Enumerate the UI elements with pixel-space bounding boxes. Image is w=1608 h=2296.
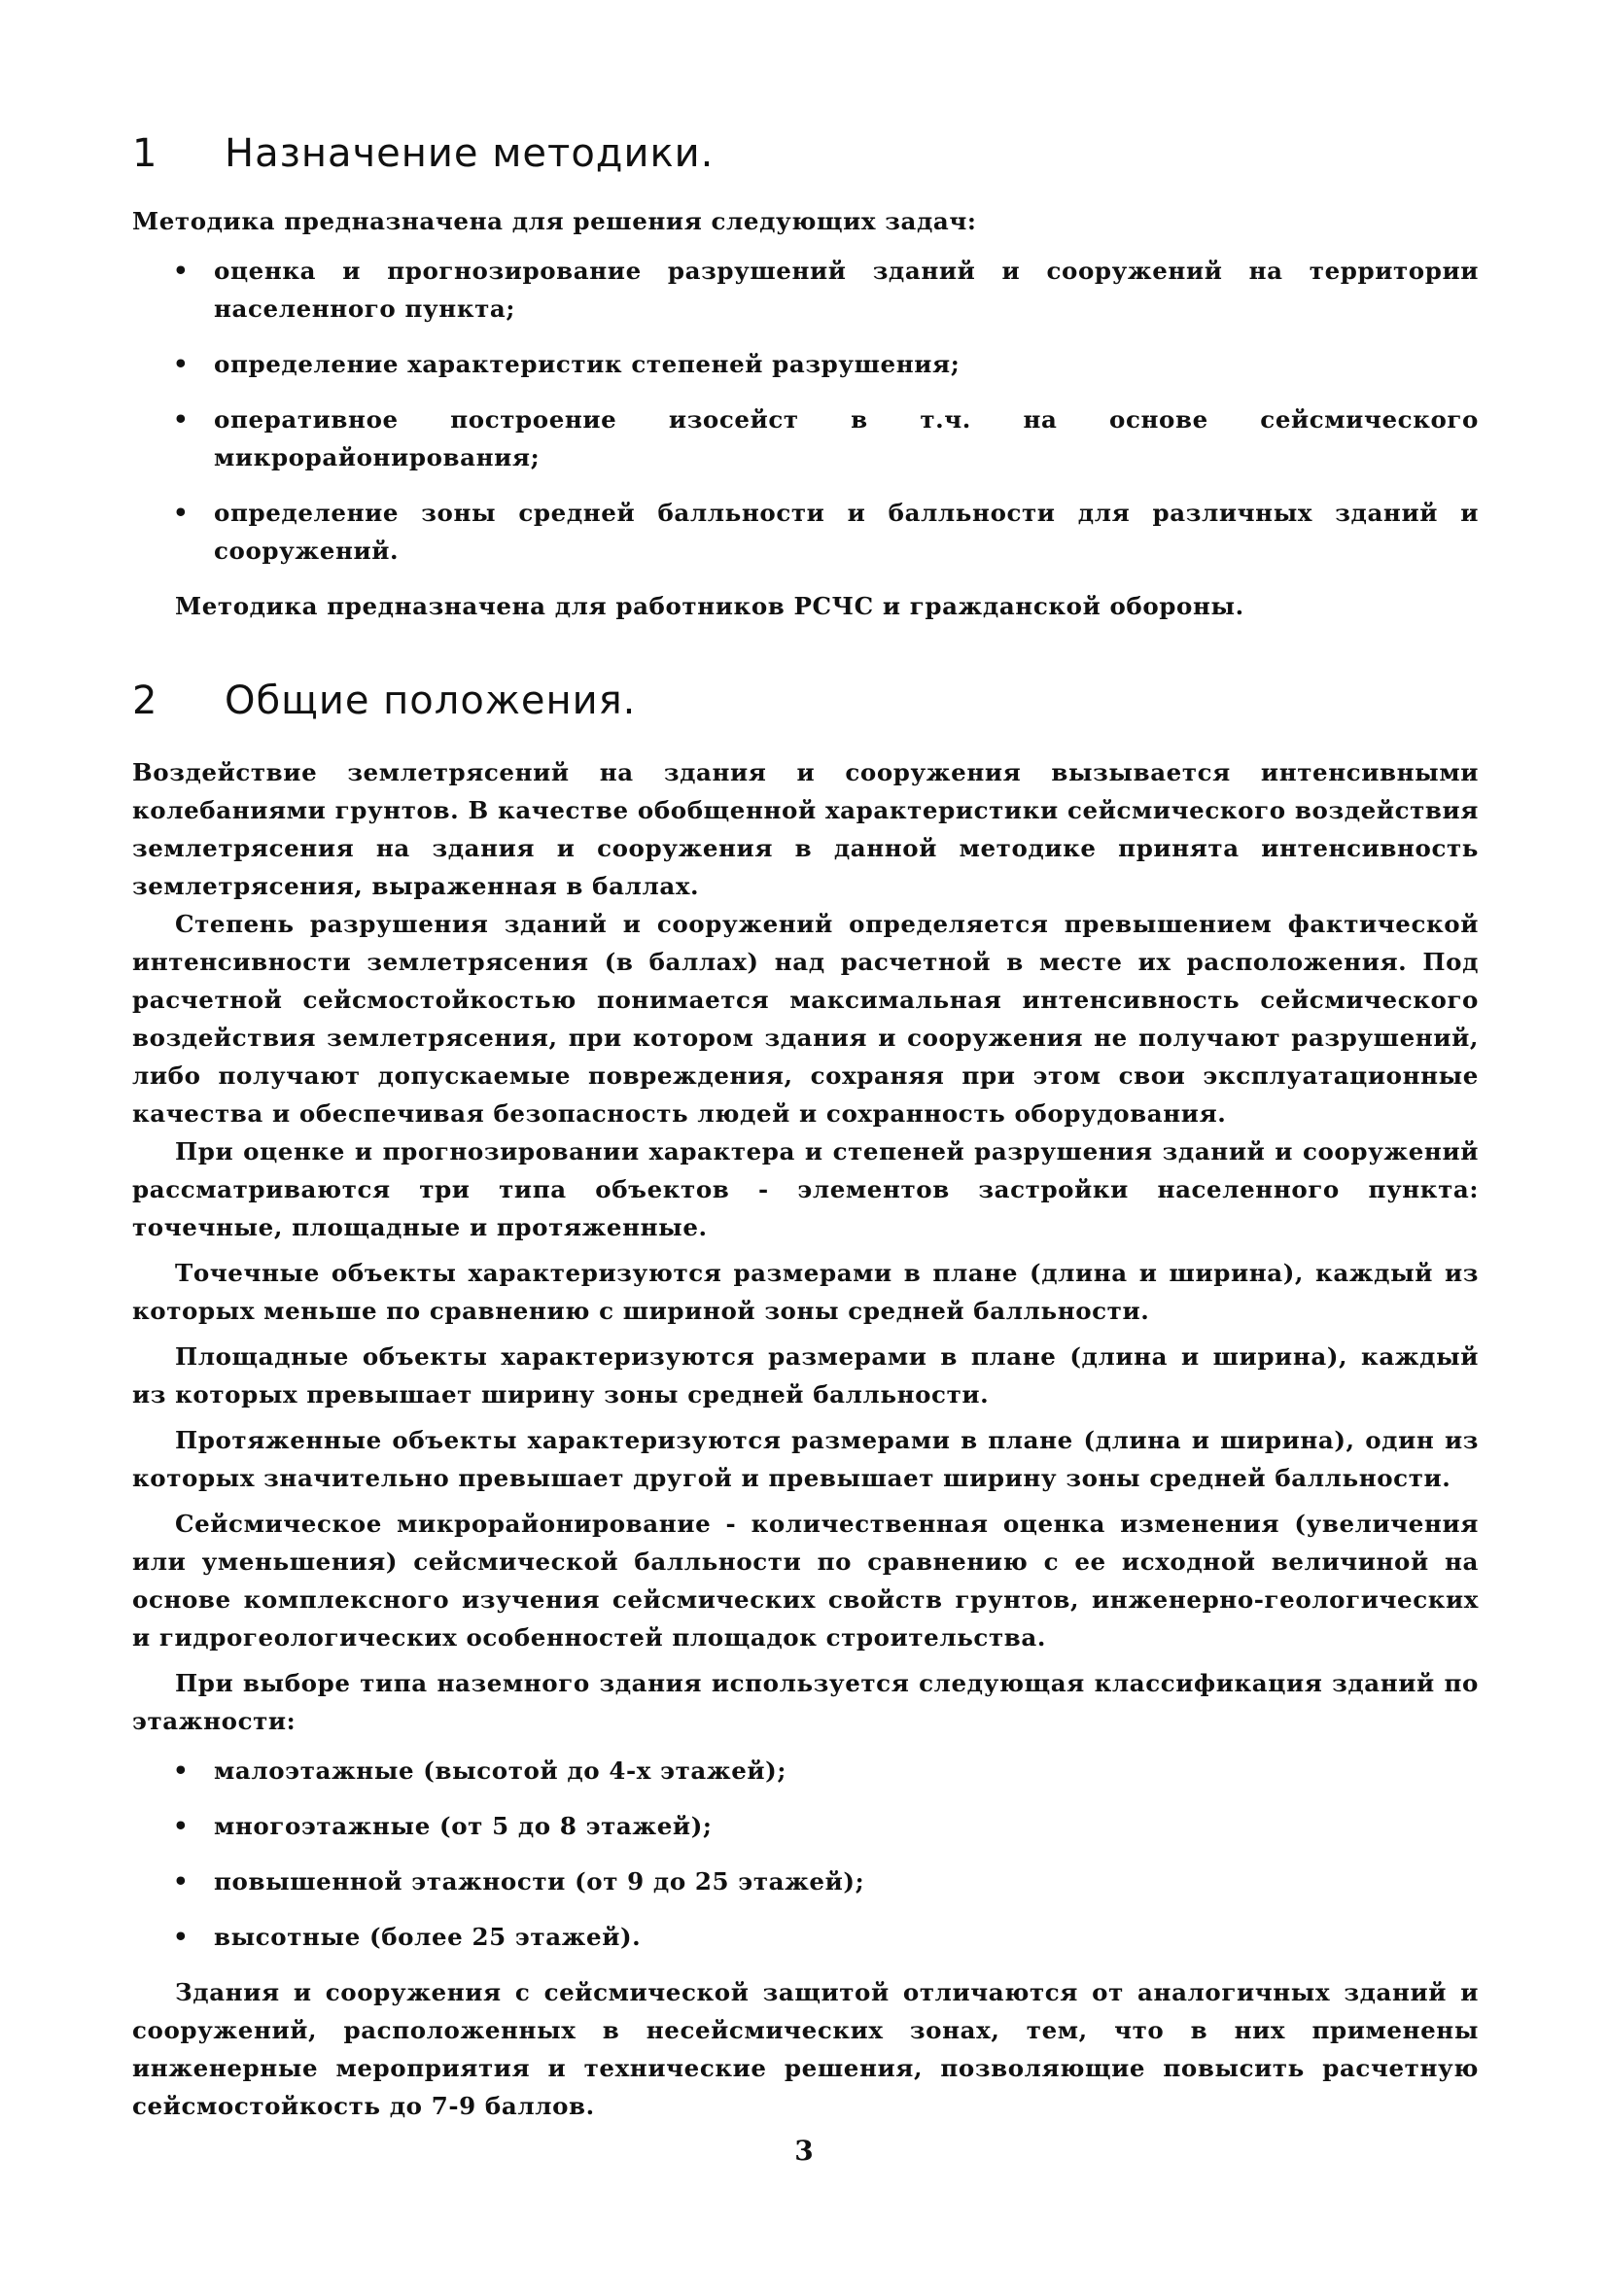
section-1-number: 1 xyxy=(132,131,158,176)
bullet-icon: • xyxy=(173,1923,190,1951)
bullet-icon: • xyxy=(173,1867,190,1896)
bullet-icon: • xyxy=(173,1757,190,1785)
paragraph: Точечные объекты характеризуются размерами в плане (длина и ширина), каждый из которых меньше по сравнению с шириной зоны средней балльности. xyxy=(132,1259,1479,1325)
classification-item: • высотные (более 25 этажей). xyxy=(171,1918,1479,1956)
section-2-title: Общие положения. xyxy=(225,678,637,723)
section-1-heading xyxy=(132,130,1479,177)
bullet-icon: • xyxy=(173,1812,190,1840)
paragraph: Протяженные объекты характеризуются размерами в плане (длина и ширина), один из которых значительно превышает другой и превышает ширину зоны средней балльности. xyxy=(132,1426,1479,1492)
task-list-item: • оперативное построение изосейст в т.ч. на основе сейсмического микрорайонирования; xyxy=(171,400,1479,476)
classification-item: • повышенной этажности (от 9 до 25 этажей); xyxy=(171,1862,1479,1900)
section-2-closing: Здания и сооружения с сейсмической защитой отличаются от аналогичных зданий и сооружений, расположенных в несейсмических зонах, тем, что в них применены инженерные мероприятия и технические решения, позволяющие повысить расчетную сейсмостойкость до 7-9 баллов. xyxy=(132,1978,1479,2120)
paragraph: Сейсмическое микрорайонирование - количественная оценка изменения (увеличения или уменьшения) сейсмической балльности по сравнению с ее исходной величиной на основе комплексного изучения сейсмических свойств грунтов, инженерно-геологических и гидрогеологических особенностей площадок строительства. xyxy=(132,1510,1479,1652)
section-2-heading xyxy=(132,678,1479,724)
page-number: 3 xyxy=(794,2135,814,2167)
task-list-item: • оценка и прогнозирование разрушений зданий и сооружений на территории населенного пункта; xyxy=(171,252,1479,328)
paragraph: Площадные объекты характеризуются размерами в плане (длина и ширина), каждый из которых превышает ширину зоны средней балльности. xyxy=(132,1342,1479,1409)
section-2-number: 2 xyxy=(132,678,158,723)
bullet-icon: • xyxy=(173,405,190,434)
task-list-item: • определение характеристик степеней разрушения; xyxy=(171,345,1479,383)
section-1-intro: Методика предназначена для решения следующих задач: xyxy=(132,207,977,235)
bullet-icon: • xyxy=(173,499,190,527)
classification-item: • малоэтажные (высотой до 4-х этажей); xyxy=(171,1752,1479,1790)
floor-classification-list xyxy=(132,1752,1479,1956)
task-list-item: • определение зоны средней балльности и балльности для различных зданий и сооружений. xyxy=(171,494,1479,570)
classification-item: • многоэтажные (от 5 до 8 этажей); xyxy=(171,1807,1479,1845)
section-1-title: Назначение методики. xyxy=(225,131,715,176)
paragraph: При выборе типа наземного здания используется следующая классификация зданий по этажности: xyxy=(132,1669,1479,1735)
section-1-audience: Методика предназначена для работников РСЧС и гражданской обороны. xyxy=(175,592,1244,620)
section-1-task-list xyxy=(132,252,1479,570)
paragraph: Воздействие землетрясений на здания и сооружения вызывается интенсивными колебаниями грунтов. В качестве обобщенной характеристики сейсмического воздействия землетрясения на здания и сооружения в данной методике принята интенсивность землетрясения, выраженная в баллах. xyxy=(132,758,1479,900)
bullet-icon: • xyxy=(173,257,190,285)
document-page xyxy=(132,117,1479,2125)
paragraph: Степень разрушения зданий и сооружений определяется превышением фактической интенсивности землетрясения (в баллах) над расчетной в месте их расположения. Под расчетной сейсмостойкостью понимается максимальная интенсивность сейсмического воздействия землетрясения, при котором здания и сооружения не получают разрушений, либо получают допускаемые повреждения, сохраняя при этом свои эксплуатационные качества и обеспечивая безопасность людей и сохранность оборудования. xyxy=(132,910,1479,1128)
bullet-icon: • xyxy=(173,350,190,378)
paragraph: При оценке и прогнозировании характера и степеней разрушения зданий и сооружений рассматриваются три типа объектов - элементов застройки населенного пункта: точечные, площадные и протяженные. xyxy=(132,1137,1479,1241)
